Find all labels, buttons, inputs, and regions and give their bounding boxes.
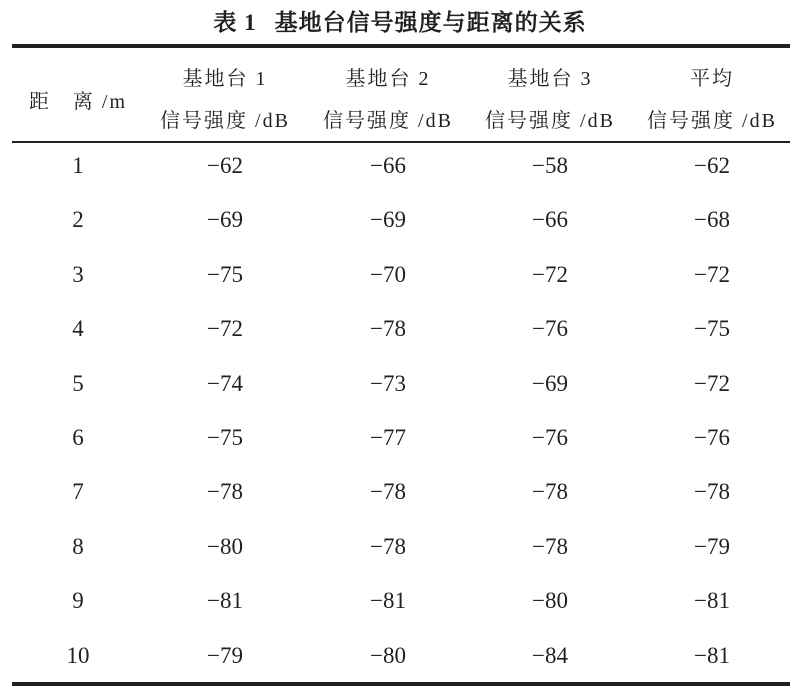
cell-station2: −80	[370, 642, 406, 668]
bottom-rule	[12, 682, 790, 686]
cell-station3: −78	[532, 533, 568, 559]
cell-station1: −62	[207, 153, 243, 178]
cell-station3: −76	[532, 316, 568, 342]
cell-station1: −75	[207, 261, 243, 287]
cell-station3: −69	[532, 370, 568, 396]
header-average-unit: 信号强度 /dB	[647, 110, 777, 132]
cell-station2: −70	[370, 261, 406, 287]
header-average: 平均	[690, 68, 734, 90]
cell-station2: −78	[370, 316, 406, 342]
cell-station2: −73	[370, 370, 406, 396]
cell-station3: −84	[532, 642, 568, 668]
top-rule	[12, 44, 790, 48]
cell-average: −75	[694, 316, 730, 342]
cell-station3: −76	[532, 425, 568, 450]
table-title	[0, 4, 800, 37]
cell-average: −72	[694, 261, 730, 287]
cell-average: −79	[694, 533, 730, 559]
cell-station1: −72	[207, 316, 243, 342]
cell-station1: −75	[207, 425, 243, 450]
header-rule	[12, 141, 790, 143]
cell-distance: 4	[72, 316, 84, 342]
cell-distance: 2	[72, 207, 84, 233]
cell-average: −78	[694, 479, 730, 505]
cell-station3: −66	[532, 207, 568, 233]
cell-station1: −74	[207, 370, 243, 396]
cell-distance: 5	[72, 370, 84, 396]
cell-station3: −72	[532, 261, 568, 287]
cell-distance: 1	[72, 153, 84, 178]
cell-station1: −80	[207, 533, 243, 559]
header-station1-unit: 信号强度 /dB	[160, 110, 290, 132]
table-number: 表 1	[213, 10, 257, 35]
cell-station2: −77	[370, 425, 406, 450]
header-station3-unit: 信号强度 /dB	[485, 110, 615, 132]
cell-distance: 3	[72, 261, 84, 287]
cell-distance: 8	[72, 533, 84, 559]
cell-distance: 7	[72, 479, 84, 505]
cell-average: −81	[694, 642, 730, 668]
cell-average: −72	[694, 370, 730, 396]
cell-station1: −81	[207, 588, 243, 614]
cell-distance: 10	[66, 642, 90, 668]
header-distance: 距 离 /m	[28, 91, 128, 113]
cell-average: −81	[694, 588, 730, 614]
cell-station3: −80	[532, 588, 568, 614]
cell-station2: −69	[370, 207, 406, 233]
cell-average: −68	[694, 207, 730, 233]
header-station2-unit: 信号强度 /dB	[323, 110, 453, 132]
cell-station1: −69	[207, 207, 243, 233]
cell-station2: −78	[370, 533, 406, 559]
header-station1: 基地台 1	[182, 68, 268, 90]
cell-average: −62	[694, 153, 730, 178]
header-station3: 基地台 3	[507, 68, 593, 90]
cell-distance: 6	[72, 425, 84, 450]
cell-station3: −58	[532, 153, 568, 178]
cell-average: −76	[694, 425, 730, 450]
cell-station1: −78	[207, 479, 243, 505]
cell-station2: −78	[370, 479, 406, 505]
cell-station1: −79	[207, 642, 243, 668]
header-station2: 基地台 2	[345, 68, 431, 90]
cell-station3: −78	[532, 479, 568, 505]
cell-distance: 9	[72, 588, 84, 614]
cell-station2: −66	[370, 153, 406, 178]
cell-station2: −81	[370, 588, 406, 614]
table-caption: 基地台信号强度与距离的关系	[274, 10, 587, 36]
